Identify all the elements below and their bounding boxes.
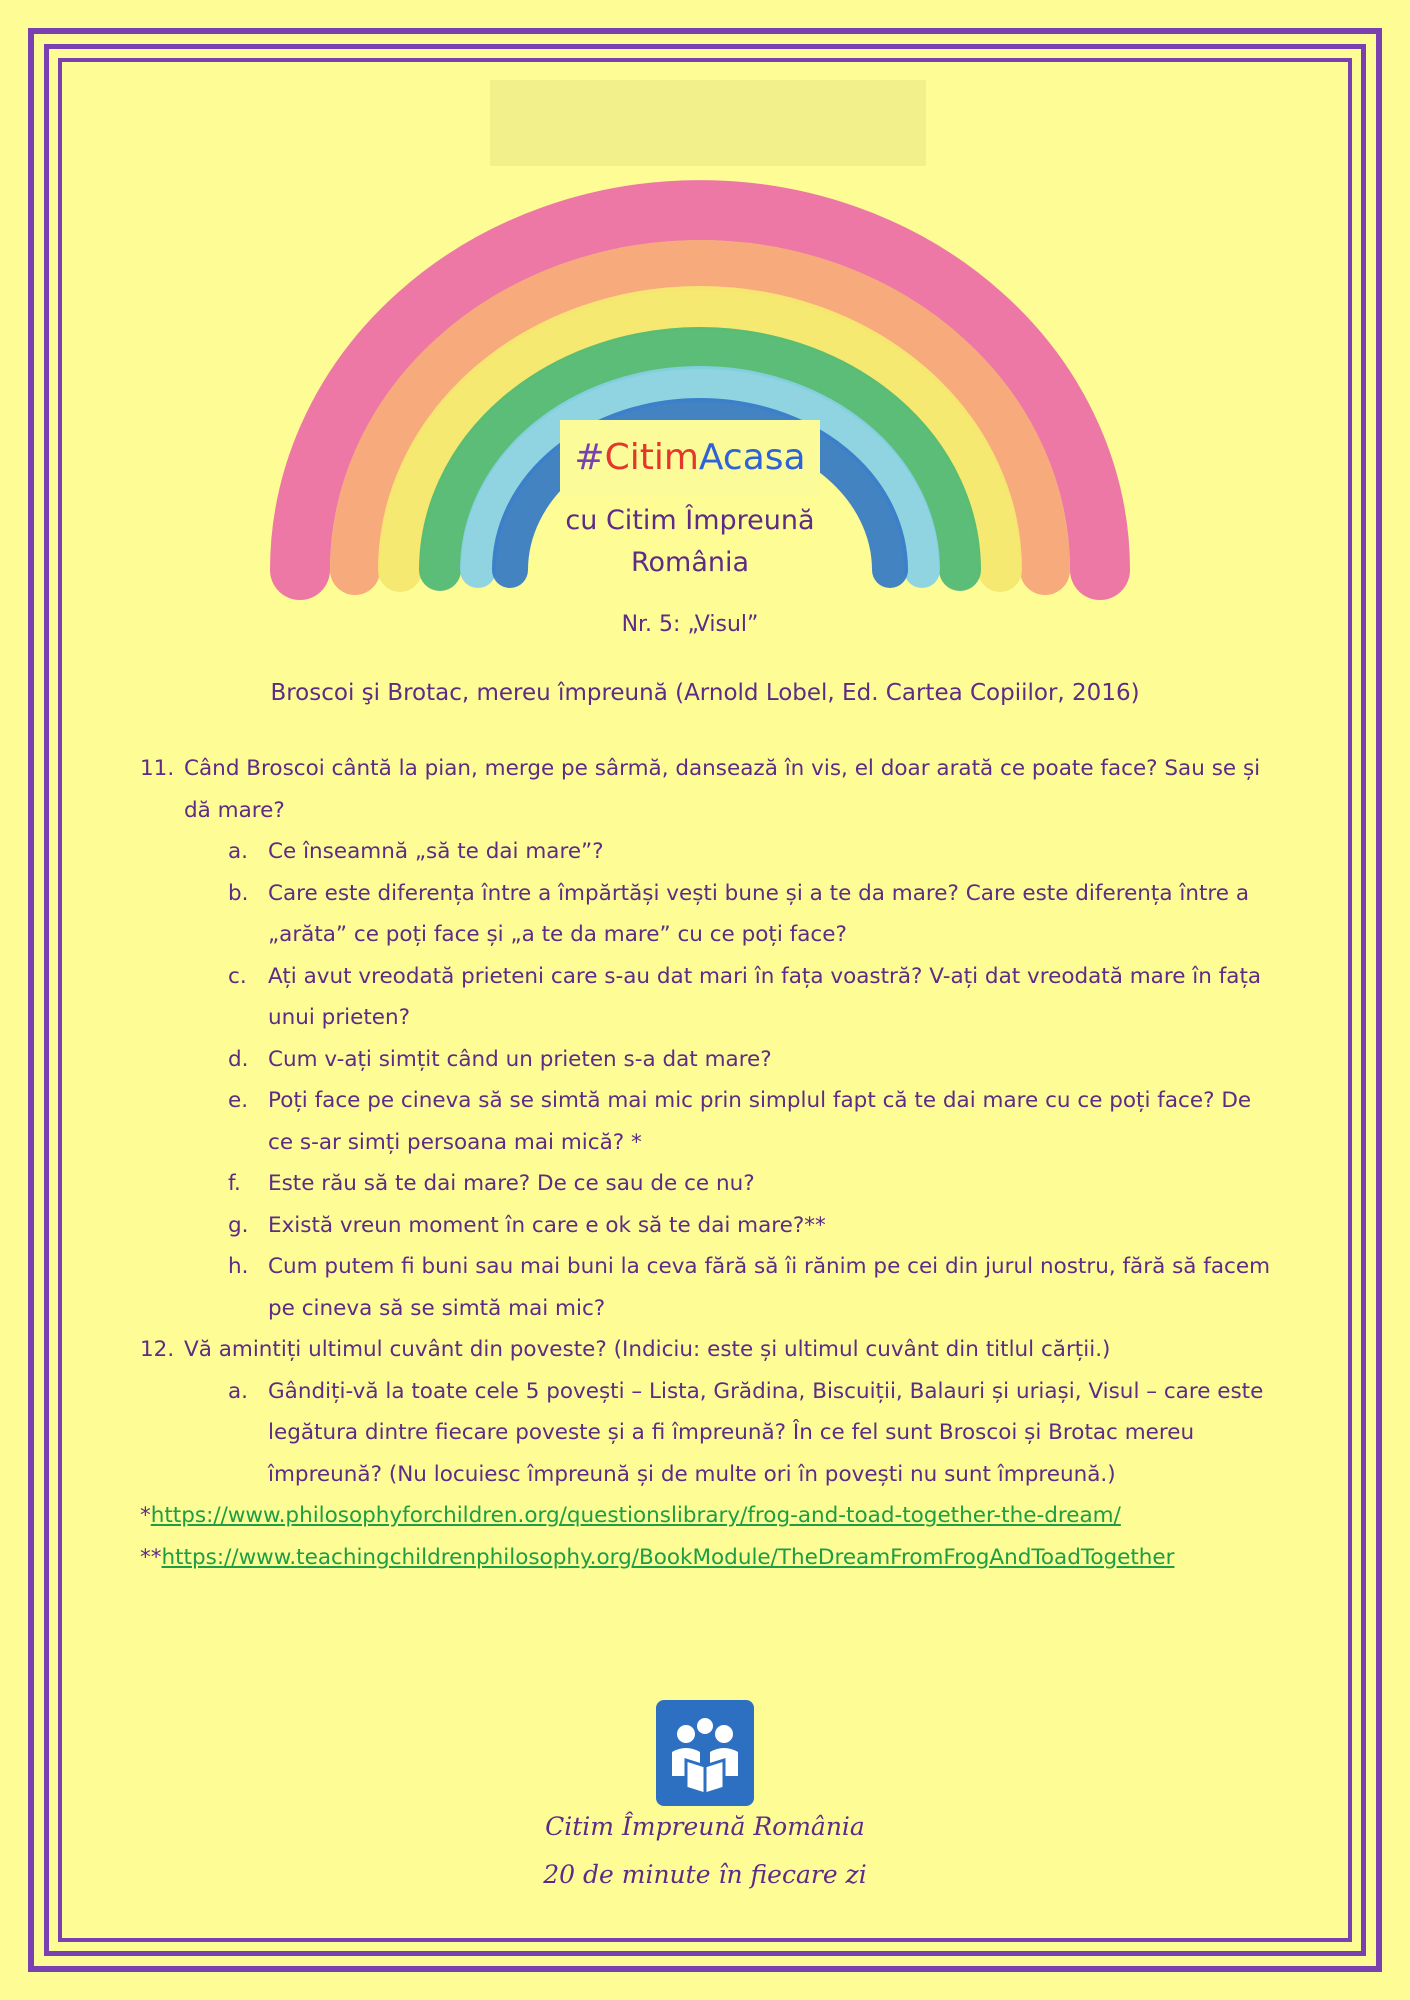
footer-organization: Citim Împreună România [545,1812,865,1841]
subquestion [228,1039,1275,1081]
reference-link-2 [140,1537,1275,1579]
teaching-children-philosophy-link[interactable]: https://www.teachingchildrenphilosophy.org/BookModule/TheDreamFromFrogAndToadTogether [161,1544,1175,1570]
subtitle [455,500,925,584]
sub-text: Există vreun moment în care e ok să te dai mare?** [268,1212,826,1238]
link-prefix: ** [140,1544,162,1570]
questions-list [140,748,1275,1578]
reading-family-icon [656,1700,754,1806]
sub-letter: g. [228,1212,249,1238]
hashtag-title [560,420,820,496]
question-11-subquestions [228,831,1275,1329]
sub-text: Poți face pe cineva să se simtă mai mic prin simplul fapt că te dai mare cu ce poți face? De ce s-ar simți persoana mai mică? * [268,1088,1252,1155]
philosophy-for-children-link[interactable]: https://www.philosophyforchildren.org/questionslibrary/frog-and-toad-together-the-dream/ [150,1503,1121,1528]
sub-letter: c. [228,963,247,989]
subquestion [228,1246,1275,1329]
sub-letter: h. [228,1254,249,1279]
reference-link-1 [140,1495,1275,1537]
sub-letter: b. [228,880,249,906]
question-text: Când Broscoi cântă la pian, merge pe sârmă, dansează în vis, el doar arată ce poate face? Sau se și dă mare? [184,756,1261,823]
sub-letter: e. [228,1088,249,1113]
sub-text: Gândiți-vă la toate cele 5 povești – Lista, Grădina, Biscuiții, Balauri și uriași, Visul – care este legătura dintre fiecare poveste și a fi împreună? În ce fel sunt Broscoi și Brotac mereu împreună? (Nu locuiesc împreună și de multe ori în povești nu sunt împreună.) [268,1378,1264,1487]
link-prefix: * [140,1503,151,1528]
hashtag-citim: Citim [604,437,699,478]
subquestion [228,956,1275,1039]
question-12 [140,1329,1275,1371]
citim-impreuna-logo [656,1700,754,1806]
question-number: 11. [140,756,175,781]
hashtag-acasa: Acasa [698,437,806,478]
top-blank-panel [490,80,926,166]
sub-text: Care este diferența între a împărtăși vești bune și a te da mare? Care este diferența între a „arăta” ce poți face și „a te da mare” cu ce poți face? [268,880,1250,947]
subquestion [228,1371,1275,1496]
sub-text: Ce înseamnă „să te dai mare”? [268,839,604,864]
sub-letter: f. [228,1171,241,1196]
subquestion [228,831,1275,873]
sub-letter: a. [228,1378,249,1404]
question-11 [140,748,1275,831]
subquestion [228,873,1275,956]
footer-tagline: 20 de minute în fiecare zi [543,1860,867,1889]
sub-text: Ați avut vreodată prieteni care s-au dat mari în fața voastră? V-ați dat vreodată mare în fața unui prieten? [268,963,1262,1030]
sub-text: Cum putem fi buni sau mai buni la ceva fără să îi rănim pe cei din jurul nostru, fără să facem pe cineva să se simtă mai mic? [268,1254,1271,1321]
subquestion [228,1205,1275,1247]
episode-title: Nr. 5: „Visul” [621,612,759,637]
subtitle-line-2: România [630,547,750,578]
question-12-subquestions [228,1371,1275,1496]
subquestion [228,1080,1275,1163]
question-number: 12. [140,1337,175,1362]
sub-letter: a. [228,839,249,864]
question-text: Vă amintiți ultimul cuvânt din poveste? (Indiciu: este și ultimul cuvânt din titlul cărții.) [184,1337,1111,1362]
subquestion [228,1163,1275,1205]
sub-letter: d. [228,1046,249,1072]
sub-text: Cum v-ați simțit când un prieten s-a dat mare? [268,1046,772,1072]
book-reference: Broscoi şi Brotac, mereu împreună (Arnold Lobel, Ed. Cartea Copiilor, 2016) [270,680,1140,706]
subtitle-line-1: cu Citim Împreună [565,505,815,536]
sub-text: Este rău să te dai mare? De ce sau de ce nu? [268,1171,755,1196]
reference-links [140,1495,1275,1578]
hashtag-hash: # [574,437,605,478]
